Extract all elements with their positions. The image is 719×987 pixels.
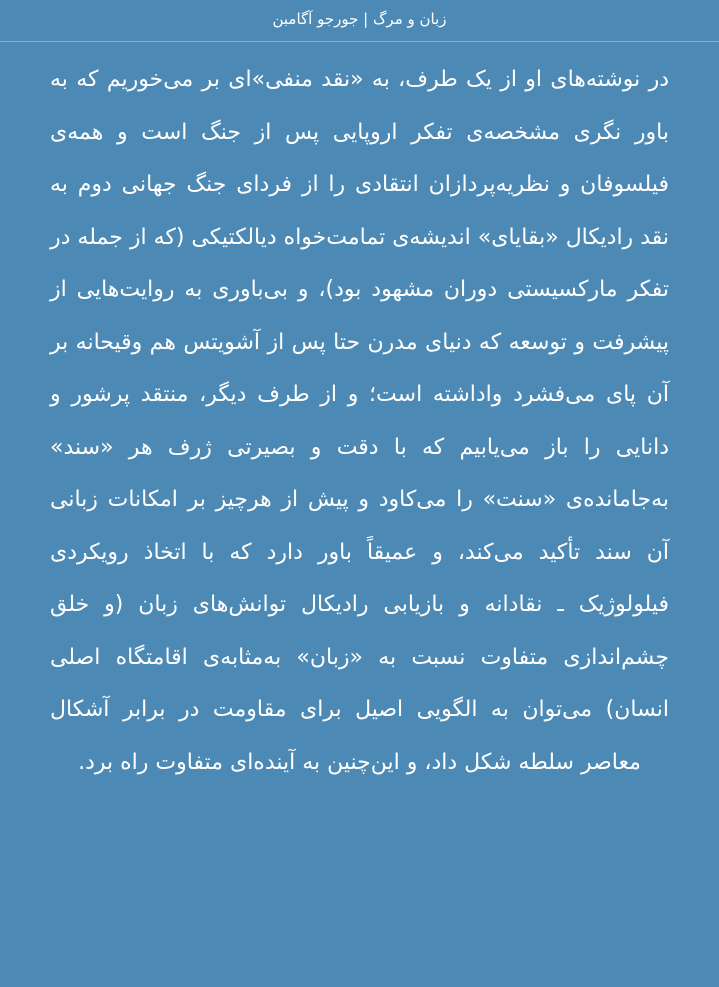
- article-paragraph: در نوشته‌های او از یک طرف، به «نقد منفی»‌ای بر می‌خوریم که به باور نگری مشخصه‌ی تفکر اروپایی پس از جنگ است و همه‌ی فیلسوفان و نظریه‌پردازان انتقادی را از فردای جنگ جهانی دوم به نقد رادیکال «بقایای» اندیشه‌ی تمامت‌خواه دیالکتیکی (که از جمله در تفکر مارکسیستی دوران مشهود بود)، و بی‌باوری به روایت‌هایی از پیشرفت و توسعه که دنیای مدرن حتا پس از آشویتس هم وقیحانه بر آن پای می‌فشرد واداشته است؛ و از طرف دیگر، منتقد پرشور و دانایی را باز می‌یابیم که با دقت و بصیرتی ژرف هر «سند» به‌جامانده‌ی «سنت» را می‌کاود و پیش از هرچیز بر امکانات زبانی آن سند تأکید می‌کند، و عمیقاً باور دارد که با اتخاذ رویکردی فیلولوژیک ـ نقادانه و بازیابی رادیکال توانش‌های زبان (و خلق چشم‌اندازی متفاوت نسبت به «زبان» به‌مثابه‌ی اقامتگاه اصلی انسان) می‌توان به الگویی اصیل برای مقاومت در برابر آشکال معاصر سلطه شکل داد، و این‌چنین به آینده‌ای متفاوت راه برد.: [50, 67, 669, 775]
- header-divider: [0, 41, 719, 42]
- page-header: [0, 0, 719, 40]
- page-title: زبان و مرگ | جورجو آگامبن: [272, 10, 447, 28]
